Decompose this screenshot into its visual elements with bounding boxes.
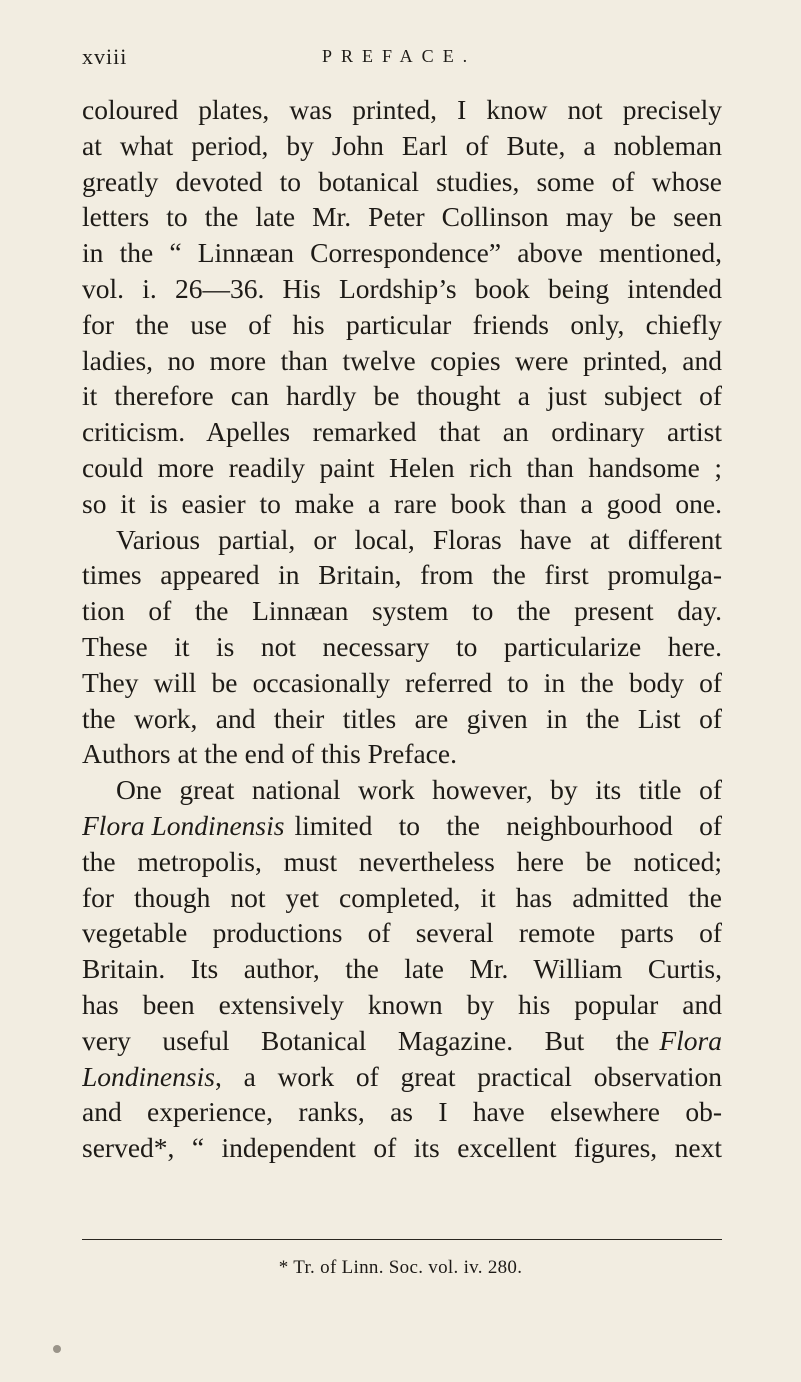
text-line: in the “ Linnæan Correspondence” above mentioned,: [82, 237, 722, 269]
italic-title: Flora: [659, 1024, 722, 1056]
text-line: Authors at the end of this Preface.: [82, 738, 457, 770]
text-line: These it is not necessary to particularize here.: [82, 630, 722, 662]
text-line: for the use of his particular friends only, chiefly: [82, 308, 722, 340]
text-line: One great national work however, by its title of: [116, 774, 722, 806]
text-segment: very useful Botanical Magazine. But the: [82, 1024, 650, 1056]
text-line: Various partial, or local, Floras have at different: [116, 523, 722, 555]
italic-title: Flora Londinensis: [82, 809, 285, 841]
text-line-mixed: [82, 1059, 722, 1095]
text-line: so it is easier to make a rare book than a good one.: [82, 487, 722, 519]
page-number: xviii: [82, 44, 128, 69]
text-line: for though not yet completed, it has admitted the: [82, 881, 722, 913]
text-line: vegetable productions of several remote parts of: [82, 917, 722, 949]
text-line-mixed: [82, 1023, 722, 1059]
text-line: could more readily paint Helen rich than handsome ;: [82, 451, 722, 483]
text-line: tion of the Linnæan system to the present day.: [82, 595, 722, 627]
page-header: [82, 44, 722, 74]
text-segment: , a work of great practical observation: [214, 1060, 722, 1092]
text-line: it therefore can hardly be thought a just subject of: [82, 380, 722, 412]
text-line: has been extensively known by his popular and: [82, 988, 722, 1020]
running-head: PREFACE.: [322, 46, 477, 66]
text-line-mixed: [82, 808, 722, 844]
text-line: times appeared in Britain, from the first promulga-: [82, 559, 722, 591]
text-line: ladies, no more than twelve copies were printed, and: [82, 344, 722, 376]
text-line: They will be occasionally referred to in the body of: [82, 666, 722, 698]
text-line: letters to the late Mr. Peter Collinson may be seen: [82, 201, 722, 233]
text-line: coloured plates, was printed, I know not precisely: [82, 94, 722, 125]
text-line: Britain. Its author, the late Mr. William Curtis,: [82, 953, 722, 985]
text-line: and experience, ranks, as I have elsewhere ob-: [82, 1096, 722, 1128]
text-segment: limited to the neighbourhood of: [294, 809, 722, 841]
text-line: the work, and their titles are given in the List of: [82, 702, 722, 734]
text-line: criticism. Apelles remarked that an ordinary artist: [82, 416, 722, 448]
body-text: [82, 92, 722, 1166]
text-line: the metropolis, must nevertheless here be noticed;: [82, 845, 722, 877]
footnote: * Tr. of Linn. Soc. vol. iv. 280.: [278, 1257, 523, 1278]
text-line: at what period, by John Earl of Bute, a nobleman: [82, 129, 722, 161]
paper-speck: [53, 1345, 61, 1353]
text-line: greatly devoted to botanical studies, some of whose: [82, 165, 722, 197]
text-line: vol. i. 26—36. His Lordship’s book being intended: [82, 272, 722, 304]
footnote-rule: [82, 1239, 722, 1240]
text-line: served*, “ independent of its excellent figures, next: [82, 1132, 722, 1164]
italic-title: Londinensis: [82, 1060, 215, 1092]
